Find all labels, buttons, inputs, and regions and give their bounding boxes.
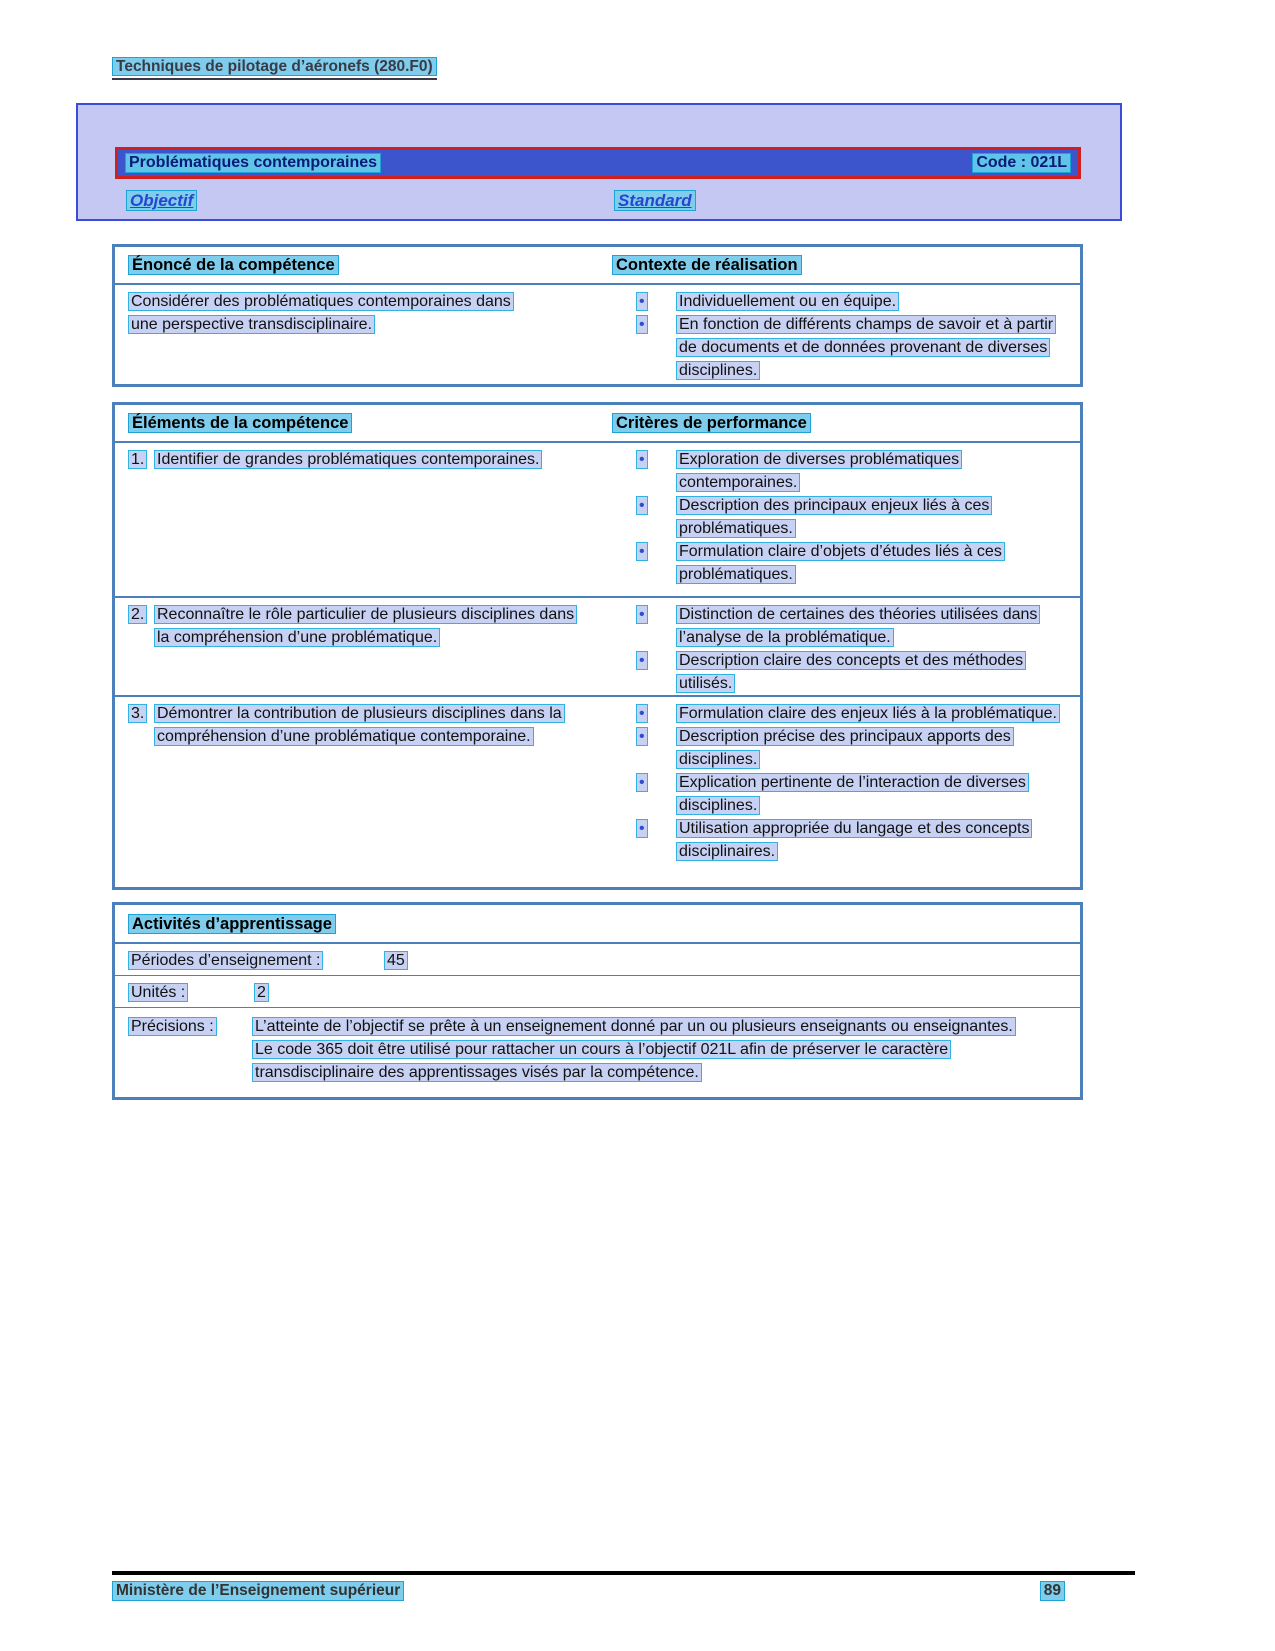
contexte-header-cell [612,256,1080,275]
enonce-header: Énoncé de la compétence [128,255,339,275]
criteria-text: Description précise des principaux apports des disciplines. [676,727,1014,769]
criteria-bullet [612,649,1080,695]
context-bullet-text: Individuellement ou en équipe. [676,292,899,311]
element-number: 2. [128,605,147,624]
elements-table [112,402,1083,890]
context-bullets-cell [612,290,1080,385]
competence-table-header [115,247,1080,285]
unites-label-wrap [128,981,254,1004]
criteres-header-cell [612,414,1080,433]
criteria-text: Utilisation appropriée du langage et des concepts disciplinaires. [676,819,1032,861]
context-bullet [612,290,1080,313]
bullet-text-wrap [676,540,1060,586]
bullet-text-wrap [676,771,1060,817]
bullet-glyph: • [636,651,648,670]
periodes-label-wrap [128,949,384,972]
criteria-bullet [612,448,1080,494]
element-cell [115,448,612,596]
footer-rule [112,1571,1135,1575]
bullet-icon [636,494,652,540]
element-text: Démontrer la contribution de plusieurs disciplines dans la compréhension d’une problématique contemporaine. [154,704,565,746]
running-header [112,58,437,80]
criteria-text: Exploration de diverses problématiques contemporaines. [676,450,962,492]
elements-header-cell [115,414,612,433]
element-text-wrap [154,448,584,596]
footer-page-number: 89 [1040,1581,1065,1601]
element-cell [115,603,612,695]
criteria-cell [612,702,1080,889]
bullet-glyph: • [636,819,648,838]
criteria-bullet [612,817,1080,863]
unites-label: Unités : [128,983,188,1002]
element-text: Identifier de grandes problématiques contemporaines. [154,450,542,469]
element-row-1 [115,443,1080,596]
criteria-text: Description claire des concepts et des méthodes utilisés. [676,651,1026,693]
context-bullet [612,313,1080,382]
element-number-wrap [128,603,154,695]
element-row-2 [115,596,1080,695]
bullet-icon [636,702,652,725]
bullet-text-wrap [676,817,1060,863]
program-title-underline [112,58,437,80]
unites-value: 2 [254,983,269,1002]
bullet-text-wrap [676,603,1060,649]
element-number: 3. [128,704,147,723]
bullet-glyph: • [636,542,648,561]
activities-header-row [115,905,1080,944]
bullet-glyph: • [636,292,648,311]
bullet-glyph: • [636,727,648,746]
activities-header: Activités d’apprentissage [128,914,336,934]
footer-ministry: Ministère de l’Enseignement supérieur [112,1581,404,1601]
precisions-paragraph [252,1015,1024,1038]
contexte-header: Contexte de réalisation [612,255,802,275]
criteria-text: Formulation claire d’objets d’études liés à ces problématiques. [676,542,1005,584]
bullet-icon [636,649,652,695]
objective-code: Code : 021L [972,153,1071,173]
criteria-bullet [612,702,1080,725]
activities-table [112,902,1083,1100]
bullet-text-wrap [676,702,1060,725]
competence-row [115,285,1080,385]
periodes-label: Périodes d’enseignement : [128,951,323,970]
competence-statement-cell [115,290,612,385]
bullet-glyph: • [636,605,648,624]
criteria-text: Explication pertinente de l’interaction de diverses disciplines. [676,773,1029,815]
footer [112,1581,1135,1601]
bullet-icon [636,725,652,771]
context-bullet-text: En fonction de différents champs de savoir et à partir de documents et de données provenant de diverses disciplines. [676,315,1056,380]
element-text-wrap [154,702,584,889]
criteria-bullet [612,540,1080,586]
criteria-bullet [612,494,1080,540]
elements-header: Éléments de la compétence [128,413,352,433]
bullet-text-wrap [676,448,1060,494]
objective-banner [76,103,1122,221]
objective-title-bar [115,147,1081,179]
bullet-text-wrap [676,725,1060,771]
criteria-bullet [612,771,1080,817]
precisions-paragraph [252,1038,1024,1084]
objective-title: Problématiques contemporaines [125,153,381,173]
bullet-text-wrap [676,494,1060,540]
bullet-icon [636,540,652,586]
precisions-label-wrap [128,1015,252,1084]
precisions-label: Précisions : [128,1017,217,1036]
criteria-cell [612,448,1080,596]
bullet-icon [636,290,652,313]
precisions-paragraph-text: L’atteinte de l’objectif se prête à un enseignement donné par un ou plusieurs enseignants ou enseignantes. [252,1017,1016,1036]
periodes-row [115,944,1080,976]
enonce-header-cell [115,256,612,275]
element-text: Reconnaître le rôle particulier de plusieurs disciplines dans la compréhension d’une problématique. [154,605,577,647]
objectif-heading [126,191,197,211]
competence-statement: Considérer des problématiques contemporaines dans une perspective transdisciplinaire. [128,292,514,334]
bullet-glyph: • [636,496,648,515]
objectif-label: Objectif [126,190,197,211]
element-row-3 [115,695,1080,889]
criteria-bullet [612,603,1080,649]
bullet-glyph: • [636,773,648,792]
standard-label: Standard [614,190,696,211]
criteria-text: Formulation claire des enjeux liés à la problématique. [676,704,1060,723]
elements-table-header [115,405,1080,443]
element-cell [115,702,612,889]
bullet-icon [636,603,652,649]
element-number-wrap [128,702,154,889]
bullet-text-wrap [676,290,1060,313]
unites-row [115,976,1080,1008]
element-number-wrap [128,448,154,596]
bullet-glyph: • [636,315,648,334]
periodes-value: 45 [384,951,408,970]
precisions-text [252,1015,1024,1084]
competence-statement-wrap [128,290,540,336]
bullet-icon [636,771,652,817]
bullet-glyph: • [636,450,648,469]
bullet-text-wrap [676,313,1060,382]
criteria-bullet [612,725,1080,771]
bullet-icon [636,448,652,494]
criteria-text: Distinction de certaines des théories utilisées dans l’analyse de la problématique. [676,605,1040,647]
competence-table [112,244,1083,387]
criteria-cell [612,603,1080,695]
program-title: Techniques de pilotage d’aéronefs (280.F0) [112,57,437,76]
element-text-wrap [154,603,584,695]
element-number: 1. [128,450,147,469]
bullet-icon [636,313,652,382]
precisions-paragraph-text: Le code 365 doit être utilisé pour rattacher un cours à l’objectif 021L afin de préserver le caractère transdisciplinaire des apprentissages visés par la compétence. [252,1040,951,1082]
precisions-row [115,1008,1080,1084]
bullet-glyph: • [636,704,648,723]
criteria-text: Description des principaux enjeux liés à ces problématiques. [676,496,992,538]
bullet-text-wrap [676,649,1060,695]
standard-heading [614,191,696,211]
bullet-icon [636,817,652,863]
criteres-header: Critères de performance [612,413,811,433]
